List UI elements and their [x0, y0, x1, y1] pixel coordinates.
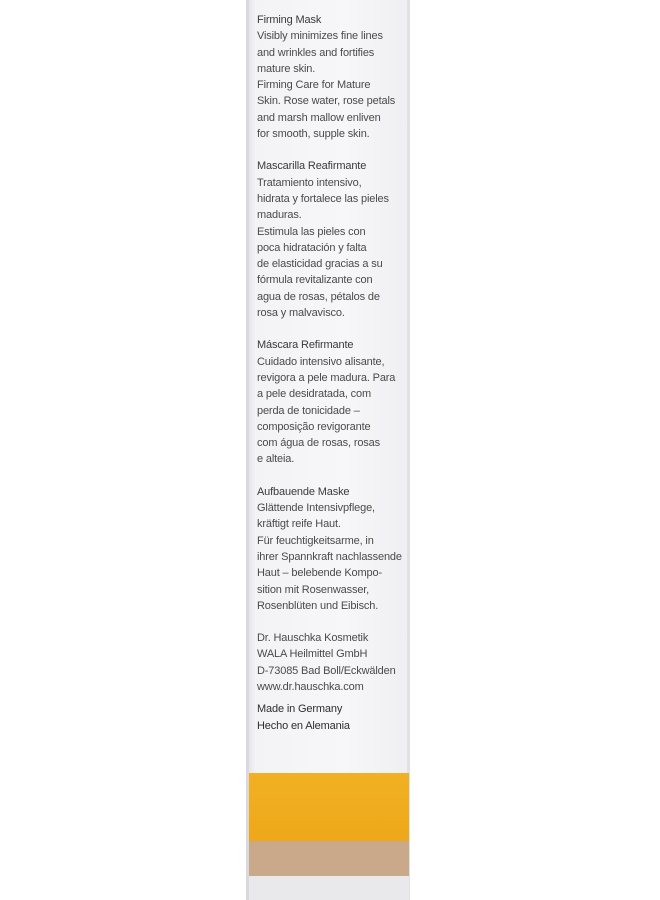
- made-in-english: Made in Germany: [257, 703, 343, 716]
- company-address: [257, 630, 407, 695]
- section-spanish: [257, 158, 407, 321]
- section-heading-english: Firming Mask: [257, 14, 322, 26]
- text-line: mature skin.: [257, 62, 316, 75]
- text-line: Skin. Rose water, rose petals: [257, 95, 396, 108]
- text-line: Haut – belebende Kompo-: [257, 567, 382, 580]
- text-line: rosa y malvavisco.: [257, 307, 345, 320]
- text-line: Glättende Intensivpflege,: [257, 502, 375, 515]
- text-line: a pele desidratada, com: [257, 388, 371, 401]
- text-line: maduras.: [257, 209, 302, 222]
- yellow-color-band: [249, 773, 409, 841]
- text-line: Estimula las pieles con: [257, 225, 366, 238]
- company-name: Dr. Hauschka Kosmetik: [257, 632, 369, 645]
- section-english: [257, 12, 407, 142]
- text-line: perda de tonicidade –: [257, 404, 360, 417]
- text-line: kräftigt reife Haut.: [257, 518, 341, 531]
- section-heading-portuguese: Máscara Refirmante: [257, 339, 354, 352]
- text-line: e alteia.: [257, 453, 295, 466]
- text-line: fórmula revitalizante con: [257, 274, 373, 287]
- company-website: www.dr.hauschka.com: [257, 680, 364, 693]
- text-line: Für feuchtigkeitsarme, in: [257, 534, 374, 547]
- company-postal-address: D-73085 Bad Boll/Eckwälden: [257, 664, 396, 677]
- text-line: poca hidratación y falta: [257, 241, 367, 254]
- text-line: sition mit Rosenwasser,: [257, 583, 370, 596]
- company-parent: WALA Heilmittel GmbH: [257, 648, 368, 661]
- text-line: Cuidado intensivo alisante,: [257, 355, 385, 368]
- text-line: Tratamiento intensivo,: [257, 176, 362, 189]
- text-line: Rosenblüten und Eibisch.: [257, 599, 379, 612]
- section-german: [257, 484, 407, 614]
- text-line: hidrata y fortalece las pieles: [257, 192, 389, 205]
- box-right-edge: [407, 0, 410, 900]
- text-line: Visibly minimizes fine lines: [257, 30, 383, 43]
- text-line: agua de rosas, pétalos de: [257, 290, 380, 303]
- text-line: revigora a pele madura. Para: [257, 371, 396, 384]
- section-heading-german: Aufbauende Maske: [257, 485, 350, 498]
- made-in-label: [257, 701, 407, 734]
- made-in-spanish: Hecho en Alemania: [257, 719, 350, 732]
- tan-color-band: [249, 841, 409, 876]
- text-line: and wrinkles and fortifies: [257, 46, 375, 59]
- text-line: and marsh mallow enliven: [257, 111, 381, 124]
- section-heading-spanish: Mascarilla Reafirmante: [257, 160, 367, 173]
- text-line: composição revigorante: [257, 420, 371, 433]
- section-portuguese: [257, 337, 407, 467]
- box-bottom-panel: [249, 876, 409, 900]
- text-line: com água de rosas, rosas: [257, 437, 380, 450]
- text-line: Firming Care for Mature: [257, 79, 371, 92]
- text-line: de elasticidad gracias a su: [257, 258, 383, 271]
- product-text-column: [257, 12, 407, 734]
- text-line: ihrer Spannkraft nachlassende: [257, 550, 402, 563]
- text-line: for smooth, supple skin.: [257, 128, 370, 141]
